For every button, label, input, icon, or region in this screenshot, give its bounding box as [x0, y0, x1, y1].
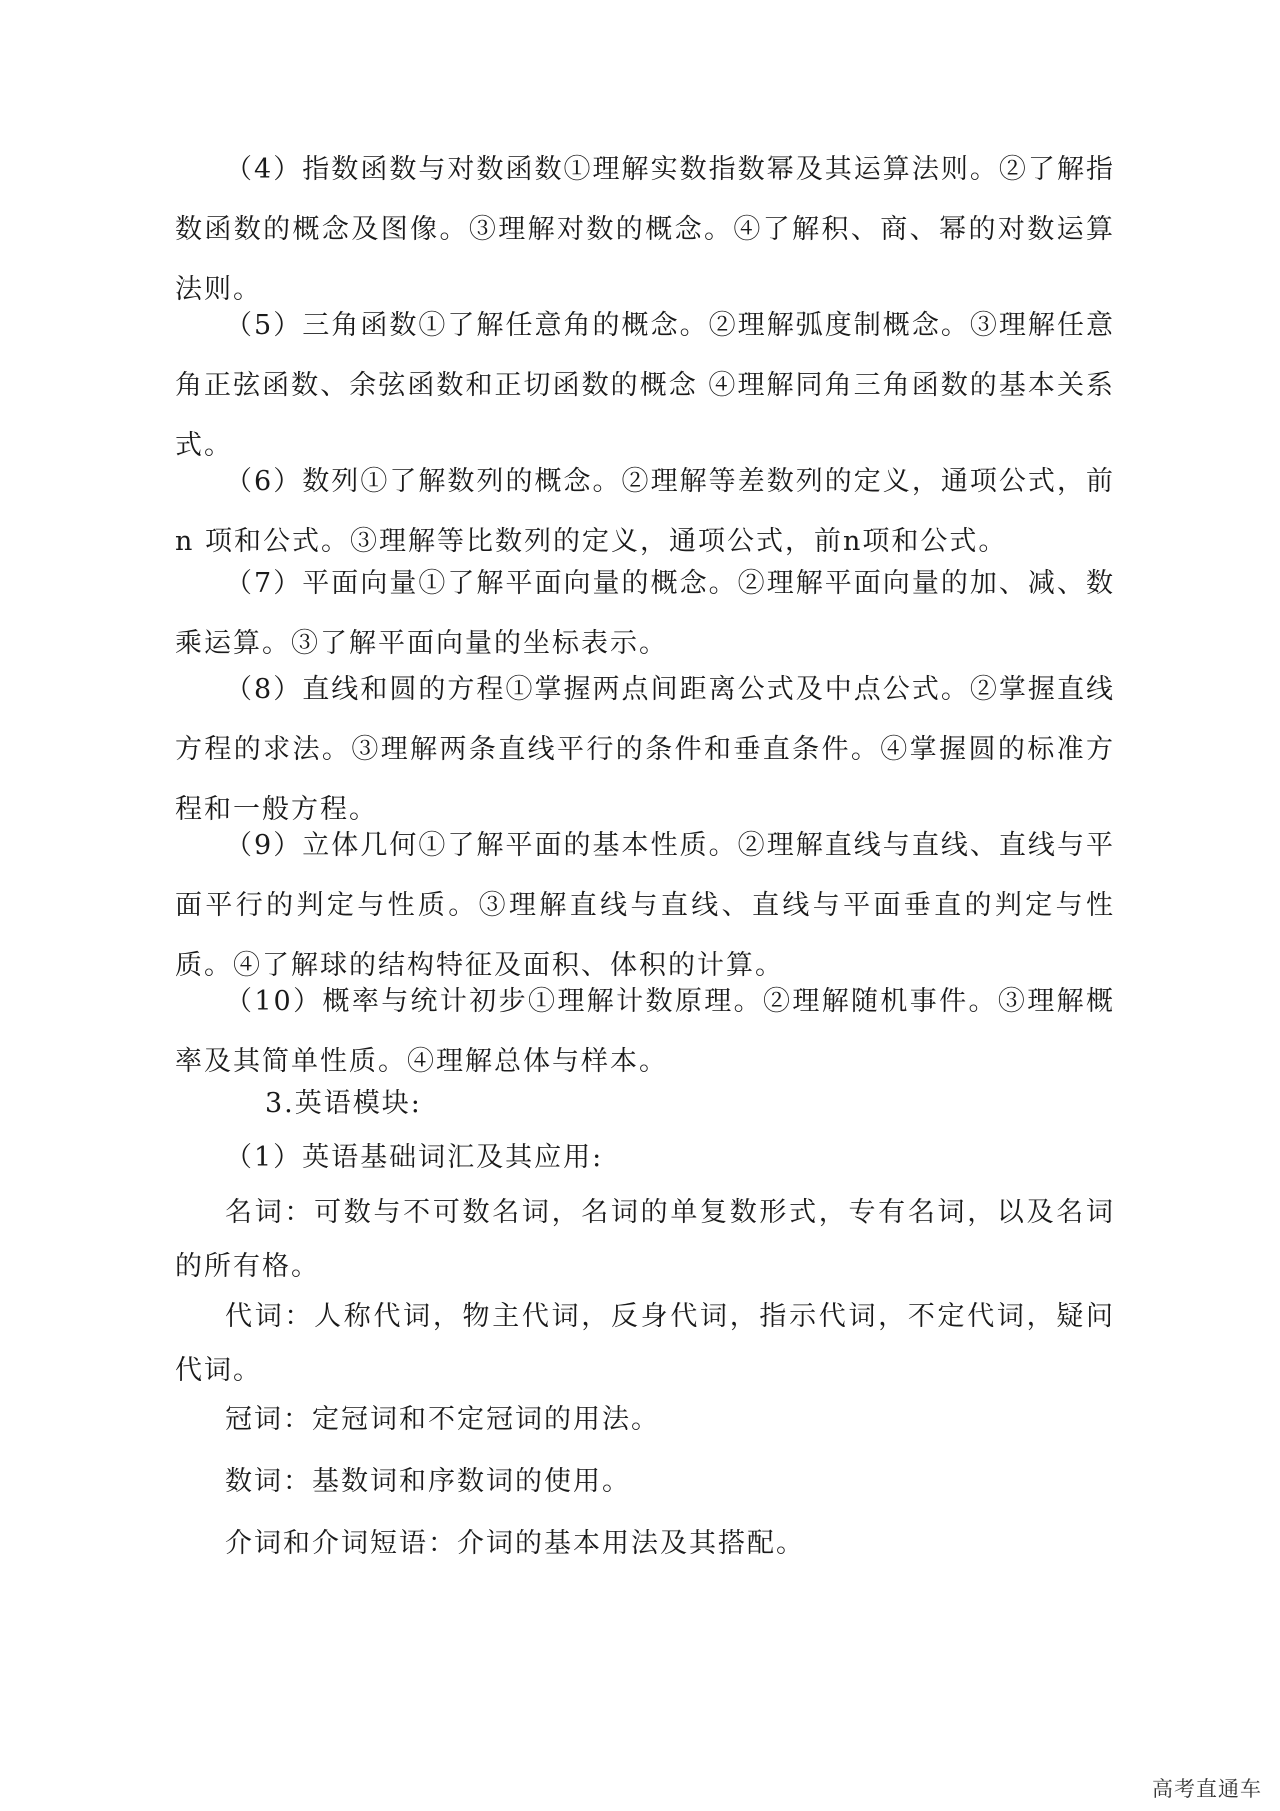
paragraph-prepositions: 介词和介词短语：介词的基本用法及其搭配。	[225, 1528, 805, 1559]
paragraph-numerals: 数词：基数词和序数词的使用。	[225, 1466, 631, 1497]
paragraph-sequences: （6）数列①了解数列的概念。②理解等差数列的定义，通项公式，前 n 项和公式。③理解等比数列的定义，通项公式，前n项和公式。	[175, 466, 1115, 557]
paragraph-probability-statistics: （10）概率与统计初步①理解计数原理。②理解随机事件。③理解概率及其简单性质。④理解总体与样本。	[175, 986, 1115, 1077]
subheading-english-vocabulary: （1）英语基础词汇及其应用:	[225, 1142, 604, 1173]
paragraph-articles: 冠词：定冠词和不定冠词的用法。	[225, 1404, 660, 1435]
paragraph-nouns: 名词：可数与不可数名词，名词的单复数形式，专有名词，以及名词的所有格。	[175, 1197, 1115, 1282]
paragraph-trigonometry: （5）三角函数①了解任意角的概念。②理解弧度制概念。③理解任意角正弦函数、余弦函数和正切函数的概念 ④理解同角三角函数的基本关系式。	[175, 310, 1115, 461]
paragraph-plane-vectors: （7）平面向量①了解平面向量的概念。②理解平面向量的加、减、数乘运算。③了解平面向量的坐标表示。	[175, 568, 1115, 659]
paragraph-solid-geometry: （9）立体几何①了解平面的基本性质。②理解直线与直线、直线与平面平行的判定与性质。③理解直线与直线、直线与平面垂直的判定与性质。④了解球的结构特征及面积、体积的计算。	[175, 830, 1115, 981]
paragraph-exponential-log: （4）指数函数与对数函数①理解实数指数幂及其运算法则。②了解指数函数的概念及图像。③理解对数的概念。④了解积、商、幂的对数运算法则。	[175, 154, 1115, 305]
watermark-text: 高考直通车	[1152, 1777, 1262, 1801]
paragraph-pronouns: 代词：人称代词，物主代词，反身代词，指示代词，不定代词，疑问代词。	[175, 1301, 1115, 1386]
paragraph-lines-circles: （8）直线和圆的方程①掌握两点间距离公式及中点公式。②掌握直线方程的求法。③理解两条直线平行的条件和垂直条件。④掌握圆的标准方程和一般方程。	[175, 674, 1115, 825]
section-heading-english: 3.英语模块:	[265, 1088, 422, 1119]
